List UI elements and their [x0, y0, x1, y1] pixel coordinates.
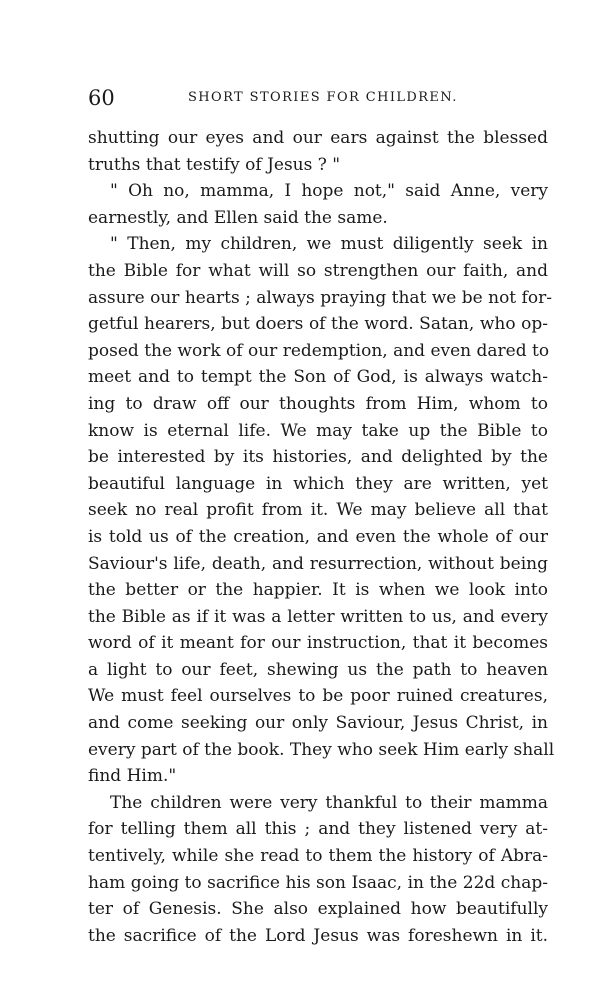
text-line: word of it meant for our instruction, that it becomes: [88, 633, 548, 654]
text-line: be interested by its histories, and delighted by the: [88, 447, 548, 468]
body-text: [88, 125, 555, 949]
text-line: know is eternal life. We may take up the Bible to: [88, 420, 548, 441]
text-line: shutting our eyes and our ears against the blessed: [88, 128, 548, 148]
text-line: tentively, while she read to them the history of Abra-: [88, 846, 548, 867]
text-line: Saviour's life, death, and resurrection, without being: [88, 553, 548, 574]
text-line: find Him.": [88, 766, 177, 787]
text-line: for telling them all this ; and they listened very at-: [88, 819, 548, 840]
text-line: earnestly, and Ellen said the same.: [88, 207, 388, 228]
text-line: the better or the happier. It is when we look into: [88, 580, 548, 601]
text-line: and come seeking our only Saviour, Jesus Christ, in: [88, 713, 548, 734]
text-line: is told us of the creation, and even the whole of our: [88, 526, 548, 547]
text-line: ham going to sacrifice his son Isaac, in the 22d chap-: [88, 872, 548, 893]
text-line: the Bible as if it was a letter written to us, and every: [88, 606, 548, 627]
text-line: truths that testify of Jesus ? ": [88, 154, 341, 175]
text-line: seek no real profit from it. We may believe all that: [88, 500, 548, 521]
text-line: every part of the book. They who seek Him early shall: [88, 739, 555, 760]
text-line: " Oh no, mamma, I hope not," said Anne, very: [110, 181, 548, 202]
text-line: the sacrifice of the Lord Jesus was foreshewn in it.: [88, 925, 548, 946]
page-number: 60: [88, 86, 115, 110]
text-line: We must feel ourselves to be poor ruined creatures,: [88, 686, 548, 707]
text-line: " Then, my children, we must diligently seek in: [110, 234, 548, 255]
text-line: the Bible for what will so strengthen our faith, and: [88, 260, 548, 281]
text-line: getful hearers, but doers of the word. Satan, who op-: [88, 314, 548, 335]
running-head: [88, 86, 548, 110]
text-line: meet and to tempt the Son of God, is always watch-: [88, 367, 548, 388]
text-line: ing to draw off our thoughts from Him, whom to: [88, 393, 548, 414]
text-line: The children were very thankful to their mamma: [110, 792, 548, 813]
text-line: beautiful language in which they are written, yet: [88, 473, 548, 494]
text-line: assure our hearts ; always praying that we be not for-: [88, 287, 552, 308]
text-line: a light to our feet, shewing us the path to heaven: [88, 659, 548, 680]
text-line: posed the work of our redemption, and even dared to: [88, 340, 550, 361]
text-line: ter of Genesis. She also explained how beautifully: [88, 899, 548, 920]
running-title: SHORT STORIES FOR CHILDREN.: [188, 90, 458, 105]
